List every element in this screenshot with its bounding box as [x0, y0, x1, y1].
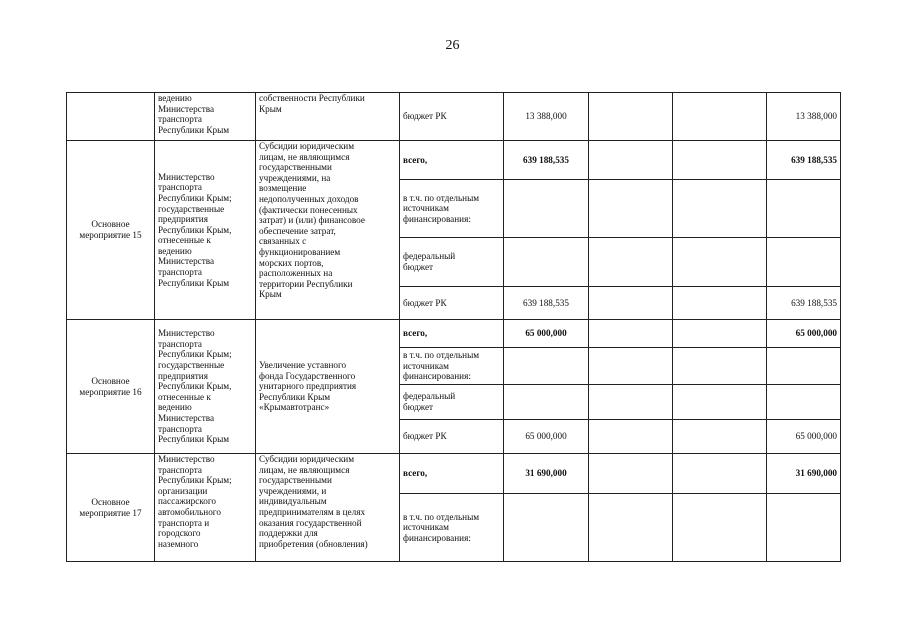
funding-source-cell: всего, [400, 454, 504, 494]
total-cell: 31 690,000 [767, 454, 841, 494]
empty-cell [767, 348, 841, 385]
empty-cell [673, 93, 767, 141]
description-cell: Увеличение уставного фонда Государственного унитарного предприятия Республики Крым «Крымавтотранс» [256, 320, 400, 454]
empty-cell [673, 287, 767, 320]
empty-cell [673, 494, 767, 562]
funding-source-cell: федеральный бюджет [400, 238, 504, 287]
description-cell: Субсидии юридическим лицам, не являющимся государственными учреждениями, и индивидуальным предпринимателям в целях оказания государственной поддержки для приобретения (обновления) [256, 454, 400, 562]
empty-cell [589, 494, 673, 562]
funding-source-cell: федеральный бюджет [400, 385, 504, 420]
empty-cell [504, 180, 589, 238]
empty-cell [673, 320, 767, 348]
empty-cell [589, 385, 673, 420]
table-row [67, 320, 841, 348]
description-cell: собственности Республики Крым [256, 93, 400, 141]
total-cell: 65 000,000 [767, 320, 841, 348]
table-row [67, 93, 841, 141]
funding-source-cell: в т.ч. по отдельным источникам финансирования: [400, 348, 504, 385]
amount-cell: 65 000,000 [504, 320, 589, 348]
empty-cell [767, 238, 841, 287]
empty-cell [767, 385, 841, 420]
total-cell: 65 000,000 [767, 420, 841, 454]
activity-name-cell: Основное мероприятие 16 [67, 320, 155, 454]
amount-cell: 65 000,000 [504, 420, 589, 454]
amount-cell: 31 690,000 [504, 454, 589, 494]
empty-cell [589, 287, 673, 320]
funding-source-cell: бюджет РК [400, 287, 504, 320]
budget-table [66, 92, 841, 562]
empty-cell [589, 93, 673, 141]
empty-cell [504, 238, 589, 287]
amount-cell: 13 388,000 [504, 93, 589, 141]
empty-cell [589, 238, 673, 287]
table-row [67, 454, 841, 494]
total-cell: 639 188,535 [767, 141, 841, 180]
empty-cell [589, 180, 673, 238]
empty-cell [673, 180, 767, 238]
empty-cell [673, 454, 767, 494]
empty-cell [589, 141, 673, 180]
activity-name-cell: Основное мероприятие 15 [67, 141, 155, 320]
total-cell: 13 388,000 [767, 93, 841, 141]
empty-cell [673, 385, 767, 420]
executor-cell: Министерство транспорта Республики Крым; организации пассажирского автомобильного транспорта и городского наземного [155, 454, 256, 562]
empty-cell [504, 348, 589, 385]
executor-cell: ведению Министерства транспорта Республики Крым [155, 93, 256, 141]
activity-name-cell: Основное мероприятие 17 [67, 454, 155, 562]
amount-cell: 639 188,535 [504, 141, 589, 180]
funding-source-cell: бюджет РК [400, 420, 504, 454]
funding-source-cell: в т.ч. по отдельным источникам финансирования: [400, 180, 504, 238]
funding-source-cell: всего, [400, 141, 504, 180]
empty-cell [673, 141, 767, 180]
funding-source-cell: всего, [400, 320, 504, 348]
executor-cell: Министерство транспорта Республики Крым; государственные предприятия Республики Крым, отнесенные к ведению Министерства транспорта Республики Крым [155, 141, 256, 320]
empty-cell [767, 494, 841, 562]
description-cell: Субсидии юридическим лицам, не являющимся государственными учреждениями, на возмещение недополученных доходов (фактически понесенных затрат) и (или) финансовое обеспечение затрат, связанных с функционированием морских портов, расположенных на территории Республики Крым [256, 141, 400, 320]
empty-cell [673, 238, 767, 287]
empty-cell [504, 494, 589, 562]
empty-cell [589, 454, 673, 494]
activity-name-cell [67, 93, 155, 141]
empty-cell [589, 348, 673, 385]
empty-cell [589, 320, 673, 348]
empty-cell [589, 420, 673, 454]
empty-cell [504, 385, 589, 420]
empty-cell [673, 348, 767, 385]
page-number: 26 [445, 38, 460, 53]
amount-cell: 639 188,535 [504, 287, 589, 320]
funding-source-cell: бюджет РК [400, 93, 504, 141]
total-cell: 639 188,535 [767, 287, 841, 320]
empty-cell [767, 180, 841, 238]
funding-source-cell: в т.ч. по отдельным источникам финансирования: [400, 494, 504, 562]
executor-cell: Министерство транспорта Республики Крым; государственные предприятия Республики Крым, отнесенные к ведению Министерства транспорта Республики Крым [155, 320, 256, 454]
empty-cell [673, 420, 767, 454]
table-row [67, 141, 841, 180]
